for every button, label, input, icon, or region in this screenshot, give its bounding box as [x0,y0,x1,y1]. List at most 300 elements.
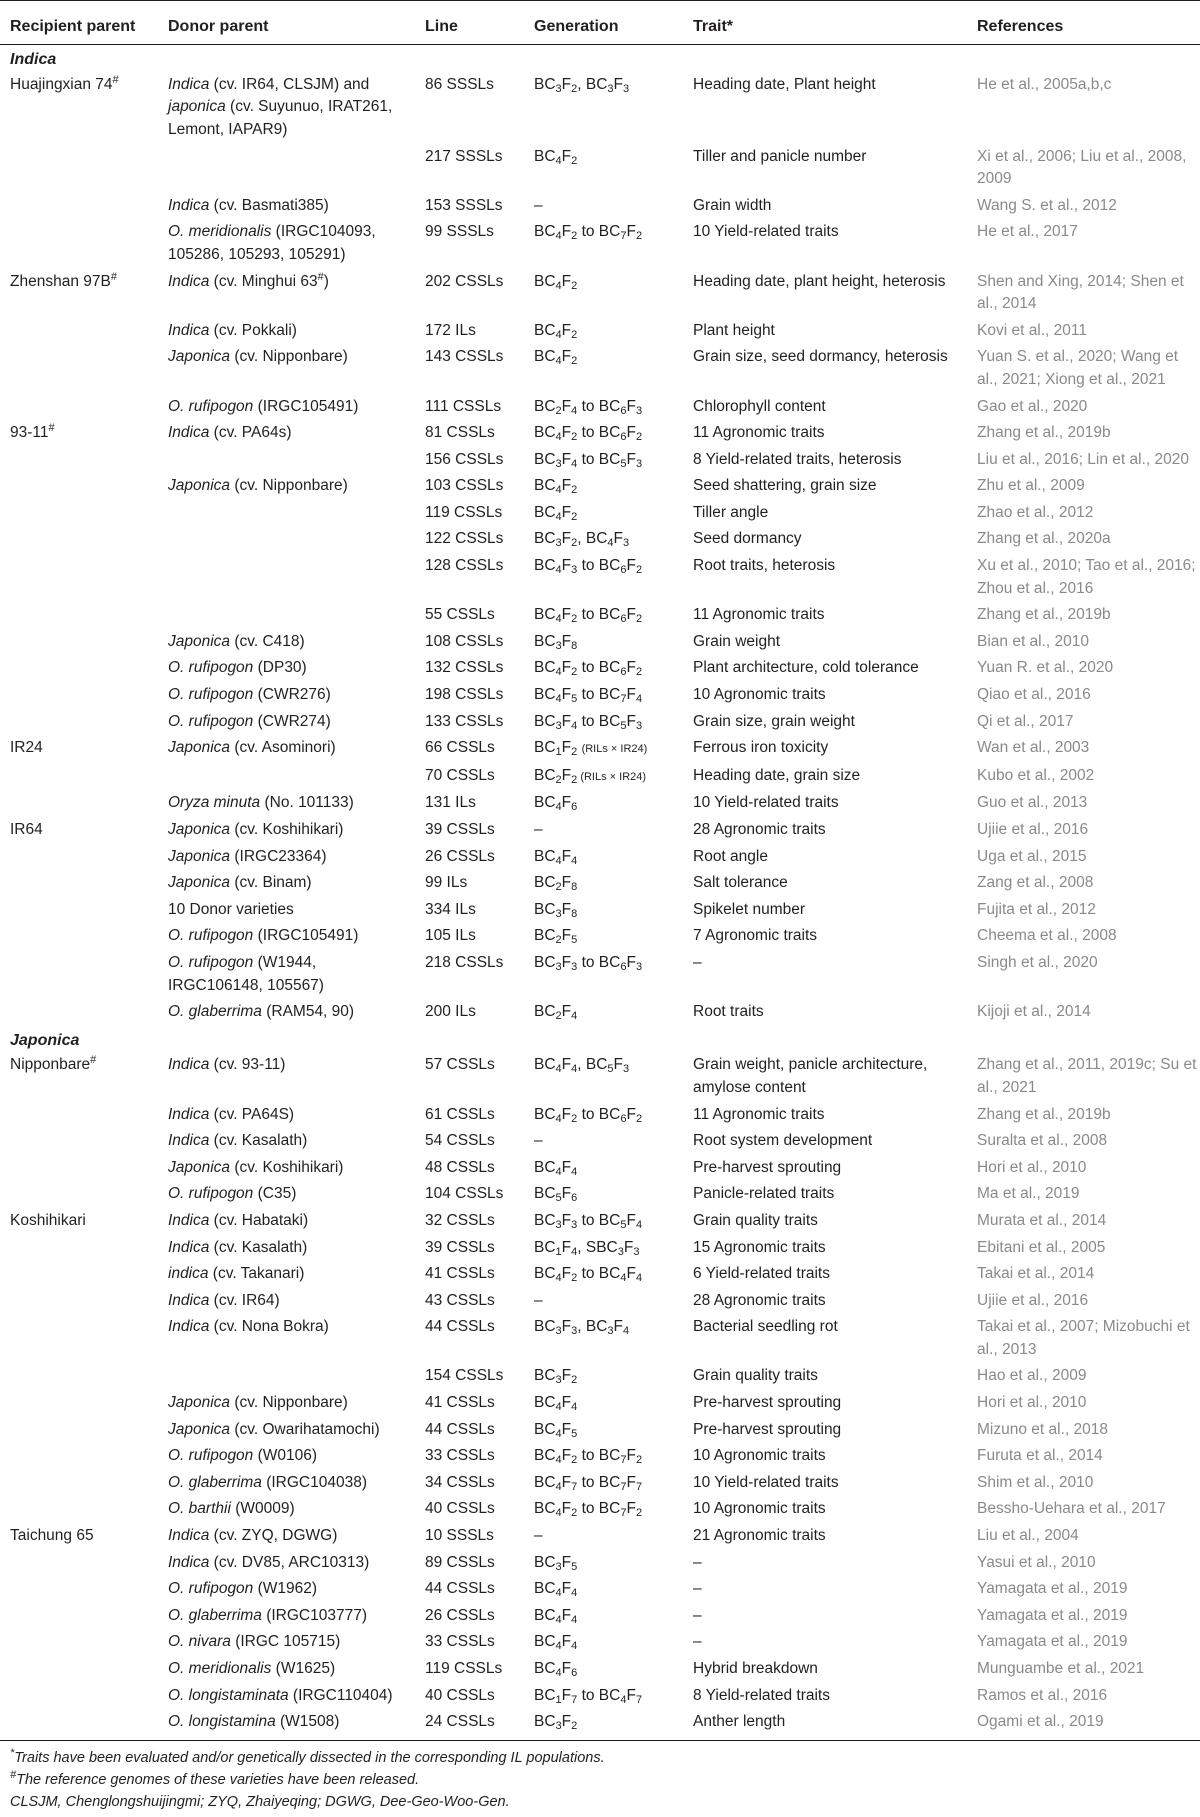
table-row [0,394,1200,421]
section-title: Japonica [10,1031,80,1049]
table-row [0,844,1200,871]
reference-cell: Ma et al., 2019 [977,1185,1080,1203]
generation-cell: $BC_4F_2$ [534,321,578,341]
trait-cell: 10 Yield-related traits [693,223,839,241]
table-row [0,735,1200,763]
table-row [0,950,1200,999]
recipient-parent-cell [0,144,158,193]
line-cell: 55 CSSLs [425,606,495,624]
table-row [0,1181,1200,1208]
donor-parent-cell [158,526,415,553]
reference-cell: Bian et al., 2010 [977,632,1090,650]
table-row [0,999,1200,1026]
table-row [0,1235,1200,1262]
line-cell: 131 ILs [425,794,476,812]
trait-cell: – [693,1553,702,1571]
donor-parent-cell: O. rufipogon (DP30) [168,659,307,677]
donor-parent-cell: Indica (cv. Basmati385) [168,196,329,214]
table-row [0,923,1200,950]
donor-parent-cell: O. longistamina (W1508) [158,1709,415,1740]
recipient-parent-cell [0,1656,158,1683]
line-cell: 40 CSSLs [425,1500,495,1518]
donor-parent-cell: Japonica (cv. Owarihatamochi) [168,1420,380,1438]
generation-cell: $BC_4F_4$ [534,1606,578,1626]
trait-cell: Pre-harvest sprouting [693,1420,842,1438]
recipient-parent-cell [0,1470,158,1497]
table-row [0,1683,1200,1710]
line-cell: 105 ILs [425,927,476,945]
table-row [0,763,1200,791]
donor-parent-cell [158,602,415,629]
section-title: Indica [10,51,57,69]
recipient-parent-cell [0,526,158,553]
donor-parent-cell: O. rufipogon (IRGC105491) [168,927,359,945]
table-row [0,1496,1200,1523]
generation-cell: $BC_5F_6$ [534,1185,578,1205]
table-row [0,553,1200,602]
table-row [0,1443,1200,1470]
trait-cell: Salt tolerance [693,874,788,892]
line-cell: 41 CSSLs [425,1394,495,1412]
trait-cell: 15 Agronomic traits [693,1238,826,1256]
trait-cell: – [693,1606,702,1624]
line-cell: 119 CSSLs [425,1660,503,1677]
recipient-parent-cell: Taichung 65 [10,1527,94,1545]
line-cell: 89 CSSLs [425,1553,495,1571]
generation-cell: $BC_2F_4$ [534,1003,578,1023]
line-cell: 143 CSSLs [425,348,504,366]
reference-cell: Cheema et al., 2008 [977,927,1117,945]
table-row [0,897,1200,924]
reference-cell: Zhang et al., 2020a [977,530,1111,548]
donor-parent-cell: Indica (cv. Kasalath) [168,1238,308,1256]
trait-cell: – [693,953,702,971]
line-cell: 10 SSSLs [425,1527,494,1545]
recipient-parent-cell: Koshihikari [10,1211,86,1229]
table-row [0,629,1200,656]
recipient-parent-cell [0,763,158,791]
generation-cell: $BC_4F_2$ to $BC_7F_2$ [534,1500,643,1520]
donor-parent-cell: Indica (cv. ZYQ, DGWG) [168,1527,338,1545]
table-row [0,709,1200,736]
trait-cell: Hybrid breakdown [693,1660,818,1677]
reference-cell: Murata et al., 2014 [977,1211,1107,1229]
generation-cell: $BC_3F_2$ [524,1709,683,1740]
recipient-parent-cell [0,553,158,602]
table-row [0,682,1200,709]
line-cell: 44 CSSLs [425,1580,495,1598]
generation-cell: $BC_3F_3$ to $BC_5F_4$ [534,1211,643,1231]
generation-cell: $BC_4F_2$ [534,477,578,497]
trait-cell: Plant height [693,321,775,339]
donor-parent-cell: O. rufipogon (W0106) [168,1447,318,1465]
generation-cell: $BC_4F_2$ to $BC_6F_2$ [534,1105,643,1125]
generation-cell: $BC_3F_2$ [534,1367,578,1387]
donor-parent-cell: O. meridionalis (W1625) [168,1660,336,1677]
recipient-parent-cell [0,897,158,924]
trait-cell: Grain weight, panicle architecture, amylose content [693,1056,928,1096]
reference-cell: Takai et al., 2014 [977,1265,1095,1283]
line-cell: 66 CSSLs [425,739,495,757]
reference-cell: Zhang et al., 2019b [977,1105,1111,1123]
header-generation: Generation [524,1,683,45]
recipient-parent-cell [0,1443,158,1470]
table-row [0,500,1200,527]
line-cell: 128 CSSLs [425,557,504,575]
reference-cell: Ebitani et al., 2005 [977,1238,1106,1256]
donor-parent-cell: O. meridionalis (IRGC104093, 105286, 105293, 105291) [168,223,376,263]
donor-parent-cell [158,500,415,527]
generation-cell: $BC_4F_2$ [534,272,578,292]
donor-parent-cell: Indica (cv. Pokkali) [168,321,297,339]
table-row [0,420,1200,447]
table-row [0,1576,1200,1603]
table-body [0,45,1200,1741]
table-row [0,318,1200,345]
donor-parent-cell: O. rufipogon (CWR276) [168,686,331,704]
generation-cell: – [534,196,543,214]
generation-cell: $BC_4F_2$ [534,147,578,167]
donor-parent-cell: Japonica (cv. Asominori) [168,739,336,757]
recipient-parent-cell [0,1235,158,1262]
reference-cell: Kijoji et al., 2014 [977,1003,1091,1021]
donor-parent-cell: O. glaberrima (IRGC104038) [168,1473,368,1491]
line-cell: 26 CSSLs [425,847,495,865]
line-cell: 334 ILs [425,900,476,918]
footnote-text: #The reference genomes of these varieties have been released. [10,1768,420,1788]
generation-cell: – [534,1527,543,1545]
donor-parent-cell: Indica (cv. PA64S) [168,1105,295,1123]
table-row [0,344,1200,393]
generation-cell: $BC_1F_4$, $SBC_3F_3$ [534,1238,640,1258]
line-cell: 86 SSSLs [425,75,494,93]
recipient-parent-cell: Nipponbare# [10,1054,97,1074]
header-row [0,1,1200,45]
trait-cell: 11 Agronomic traits [693,424,825,442]
table-row [0,1603,1200,1630]
trait-cell: – [693,1633,702,1651]
recipient-parent-cell [0,1128,158,1155]
table-row [0,1390,1200,1417]
table-row [0,1155,1200,1182]
donor-parent-cell: 10 Donor varieties [168,900,294,918]
donor-parent-cell: O. rufipogon (W1962) [168,1580,318,1598]
header-trait: Trait* [683,1,967,45]
trait-cell: 28 Agronomic traits [693,821,826,838]
line-cell: 153 SSSLs [425,196,503,214]
recipient-parent-cell [0,1181,158,1208]
generation-cell: $BC_1F_7$ to $BC_4F_7$ [534,1686,643,1706]
trait-cell: Pre-harvest sprouting [693,1158,842,1176]
line-cell: 104 CSSLs [425,1185,504,1203]
trait-cell: Grain quality traits [693,1211,818,1229]
table-row [0,1128,1200,1155]
reference-cell: Uga et al., 2015 [977,847,1087,865]
line-cell: 32 CSSLs [425,1211,495,1229]
donor-parent-cell: O. rufipogon (IRGC105491) [168,397,359,415]
reference-cell: Zhao et al., 2012 [977,503,1094,521]
line-cell: 202 CSSLs [425,272,504,290]
generation-cell: – [534,1132,543,1150]
footnote-traits [10,1747,1200,1769]
generation-cell: $BC_4F_6$ [534,1660,578,1679]
recipient-parent-cell [0,629,158,656]
generation-cell: $BC_3F_4$ to $BC_5F_3$ [534,450,643,470]
trait-cell: Seed dormancy [693,530,802,548]
donor-parent-cell: O. rufipogon (C35) [168,1185,297,1203]
donor-parent-cell: O. rufipogon (W1944, IRGC106148, 105567) [168,953,324,994]
footnote-text: CLSJM, Chenglongshuijingmi; ZYQ, Zhaiyeqing; DGWG, Dee-Geo-Woo-Gen. [10,1793,510,1810]
line-cell: 133 CSSLs [425,712,504,730]
trait-cell: 21 Agronomic traits [693,1527,826,1545]
reference-cell: Xi et al., 2006; Liu et al., 2008, 2009 [977,147,1187,188]
reference-cell: Hori et al., 2010 [977,1394,1087,1412]
trait-cell: Anther length [683,1709,967,1740]
recipient-parent-cell [0,193,158,220]
line-cell: 132 CSSLs [425,659,504,677]
line-cell: 70 CSSLs [425,766,495,784]
reference-cell: Zhang et al., 2019b [977,424,1111,442]
trait-cell: 28 Agronomic traits [693,1291,826,1309]
reference-cell: Qi et al., 2017 [977,712,1074,730]
trait-cell: 10 Yield-related traits [693,1473,839,1491]
generation-cell: $BC_4F_2$ [534,348,578,368]
reference-cell: Yamagata et al., 2019 [977,1606,1128,1624]
recipient-parent-cell [0,1363,158,1390]
recipient-parent-cell [0,1261,158,1288]
donor-parent-cell: Japonica (cv. Binam) [168,874,312,892]
generation-cell: $BC_2F_4$ to $BC_6F_3$ [534,397,643,417]
trait-cell: Grain width [693,196,772,214]
donor-parent-cell: Indica (cv. 93-11) [168,1056,286,1074]
generation-cell: $BC_4F_2$ to $BC_7F_2$ [534,1447,643,1467]
generation-cell: $BC_4F_4$, $BC_5F_3$ [534,1056,630,1076]
line-cell: 200 ILs [425,1003,476,1021]
recipient-parent-cell [0,1683,158,1710]
reference-cell: Hao et al., 2009 [977,1367,1087,1385]
donor-parent-cell: O. nivara (IRGC 105715) [168,1633,341,1651]
donor-parent-cell: Japonica (cv. Nipponbare) [168,1394,348,1412]
recipient-parent-cell [0,1496,158,1523]
trait-cell: 7 Agronomic traits [693,927,818,945]
recipient-parent-cell [0,1102,158,1129]
table-row [0,1314,1200,1363]
reference-cell: Yasui et al., 2010 [977,1553,1096,1571]
donor-parent-cell: Japonica (cv. Nipponbare) [168,348,348,366]
recipient-parent-cell [0,394,158,421]
generation-cell: $BC_4F_5$ [534,1420,578,1440]
reference-cell: Liu et al., 2004 [977,1527,1079,1545]
table-row [0,72,1200,144]
recipient-parent-cell [0,344,158,393]
reference-cell: Takai et al., 2007; Mizobuchi et al., 2013 [977,1318,1190,1358]
donor-parent-cell: Japonica (cv. Koshihikari) [168,821,344,838]
donor-parent-cell: O. barthii (W0009) [168,1500,295,1518]
table-row [0,1052,1200,1101]
recipient-parent-cell: IR24 [10,739,43,757]
generation-cell: $BC_4F_2$ to $BC_4F_4$ [534,1265,643,1285]
generation-cell: $BC_3F_3$ to $BC_6F_3$ [534,953,643,973]
recipient-parent-cell [0,709,158,736]
table-row [0,1656,1200,1683]
donor-parent-cell: Indica (cv. PA64s) [168,424,292,442]
donor-parent-cell: Indica (cv. Nona Bokra) [168,1318,329,1336]
recipient-parent-cell [0,1709,158,1740]
trait-cell: 11 Agronomic traits [693,606,825,624]
recipient-parent-cell [0,1603,158,1630]
line-cell: 33 CSSLs [425,1447,495,1465]
recipient-parent-cell [0,1288,158,1315]
reference-cell: Yuan S. et al., 2020; Wang et al., 2021; Xiong et al., 2021 [977,348,1179,388]
reference-cell: Gao et al., 2020 [977,397,1088,415]
table-header [0,1,1200,45]
trait-cell: Tiller and panicle number [693,147,867,165]
trait-cell: Grain size, grain weight [693,712,855,730]
reference-cell: Singh et al., 2020 [977,953,1098,971]
line-cell: 81 CSSLs [425,424,495,442]
recipient-parent-cell [0,1314,158,1363]
line-cell: 44 CSSLs [425,1318,495,1336]
trait-cell: Chlorophyll content [693,397,826,415]
table-row [0,1470,1200,1497]
reference-cell: Mizuno et al., 2018 [977,1420,1108,1438]
recipient-parent-cell [0,447,158,474]
trait-cell: 8 Yield-related traits, heterosis [693,450,902,468]
trait-cell: Spikelet number [693,900,806,918]
generation-cell: $BC_3F_4$ to $BC_5F_3$ [534,712,643,732]
donor-parent-cell: indica (cv. Takanari) [168,1265,305,1283]
generation-cell: $BC_2F_8$ [534,874,578,894]
reference-cell: Suralta et al., 2008 [977,1132,1108,1150]
table-row [0,1523,1200,1550]
donor-parent-cell: Indica (cv. Kasalath) [168,1132,308,1150]
line-cell: 39 CSSLs [425,821,495,838]
trait-cell: 10 Agronomic traits [693,1447,826,1465]
generation-cell: $BC_4F_7$ to $BC_7F_7$ [534,1473,643,1493]
header-references: References [967,1,1200,45]
header-recipient-parent: Recipient parent [0,1,158,45]
trait-cell: 10 Yield-related traits [693,794,839,812]
recipient-parent-cell [0,1390,158,1417]
reference-cell: Yuan R. et al., 2020 [977,659,1114,677]
generation-cell: $BC_3F_2$, $BC_4F_3$ [534,530,630,550]
reference-cell: Shim et al., 2010 [977,1473,1094,1491]
donor-parent-cell: Indica (cv. Habataki) [168,1211,309,1229]
line-cell: 33 CSSLs [425,1633,495,1651]
trait-cell: Root angle [693,847,768,865]
reference-cell: Furuta et al., 2014 [977,1447,1103,1465]
recipient-parent-cell: 93-11# [10,422,55,442]
generation-cell: $BC_3F_3$, $BC_3F_4$ [534,1318,630,1338]
reference-cell: Ramos et al., 2016 [977,1686,1108,1704]
line-cell: 217 SSSLs [425,147,503,165]
donor-parent-cell: Japonica (cv. Nipponbare) [168,477,348,495]
generation-cell: $BC_4F_4$ [534,1158,578,1178]
reference-cell: Fujita et al., 2012 [977,900,1096,918]
trait-cell: 10 Agronomic traits [693,1500,826,1518]
donor-parent-cell: Japonica (IRGC23364) [168,847,327,865]
donor-parent-cell [158,447,415,474]
trait-cell: Root traits, heterosis [693,557,836,575]
line-cell: 108 CSSLs [425,632,504,650]
donor-parent-cell: Japonica (cv. Koshihikari) [168,1158,344,1176]
generation-cell: $BC_4F_5$ to $BC_7F_4$ [534,686,643,706]
line-cell: 34 CSSLs [425,1473,495,1491]
donor-parent-cell: Indica (cv. Minghui 63#) [168,270,329,290]
reference-cell: Xu et al., 2010; Tao et al., 2016; Zhou et al., 2016 [977,557,1196,597]
generation-cell: $BC_1F_2$ (RILs × IR24) [534,739,648,759]
generation-cell: $BC_4F_4$ [534,847,578,867]
trait-cell: Heading date, Plant height [693,75,876,93]
line-cell: 43 CSSLs [425,1291,495,1309]
line-cell: 61 CSSLs [425,1105,495,1123]
trait-cell: Seed shattering, grain size [693,477,877,495]
table-row [0,655,1200,682]
recipient-parent-cell: Huajingxian 74# [10,73,119,93]
recipient-parent-cell [0,923,158,950]
generation-cell: $BC_3F_8$ [534,632,578,652]
reference-cell: Kubo et al., 2002 [977,766,1095,784]
trait-cell: Tiller angle [693,503,769,521]
recipient-parent-cell [0,1417,158,1444]
generation-cell: $BC_4F_2$ to $BC_6F_2$ [534,606,643,626]
table-row [0,219,1200,268]
reference-cell: Shen and Xing, 2014; Shen et al., 2014 [977,272,1184,313]
trait-cell: Pre-harvest sprouting [693,1394,842,1412]
donor-parent-cell: O. glaberrima (RAM54, 90) [168,1003,355,1021]
line-cell: 99 ILs [425,874,468,892]
donor-parent-cell: O. longistaminata (IRGC110404) [168,1686,393,1704]
recipient-parent-cell [0,500,158,527]
table-row [0,602,1200,629]
table-row [0,790,1200,817]
table-row [0,1629,1200,1656]
line-cell: 111 CSSLs [425,397,502,415]
trait-cell: Heading date, plant height, heterosis [693,272,946,290]
donor-parent-cell: O. glaberrima (IRGC103777) [168,1606,368,1624]
donor-parent-cell: Indica (cv. IR64, CLSJM) and japonica (cv. Suyunuo, IRAT261, Lemont, IAPAR9) [168,75,393,138]
trait-cell: Root traits [693,1003,764,1021]
recipient-parent-cell [0,655,158,682]
donor-parent-cell [158,1363,415,1390]
donor-parent-cell: Oryza minuta (No. 101133) [168,794,354,812]
recipient-parent-cell [0,1155,158,1182]
recipient-parent-cell: IR64 [10,821,43,838]
donor-parent-cell [158,144,415,193]
reference-cell: Yamagata et al., 2019 [977,1633,1128,1651]
table-row [0,269,1200,318]
table-row [0,1709,1200,1740]
generation-cell: $BC_3F_5$ [534,1553,578,1573]
header-donor-parent: Donor parent [158,1,415,45]
table-row [0,1363,1200,1390]
line-cell: 103 CSSLs [425,477,504,495]
reference-cell: Zhang et al., 2019b [977,606,1111,624]
donor-parent-cell [158,553,415,602]
table-row [0,447,1200,474]
reference-cell: Zhang et al., 2011, 2019c; Su et al., 2021 [977,1056,1197,1096]
line-cell: 172 ILs [425,321,476,339]
generation-cell: $BC_4F_2$ to $BC_7F_2$ [534,223,643,243]
footnote-text: *Traits have been evaluated and/or genetically dissected in the corresponding IL populations. [10,1746,605,1766]
line-cell: 122 CSSLs [425,530,504,548]
trait-cell: 10 Agronomic traits [693,686,826,704]
line-cell: 99 SSSLs [425,223,494,241]
trait-cell: 8 Yield-related traits [693,1686,830,1704]
table-row [0,144,1200,193]
generation-cell: $BC_4F_4$ [534,1394,578,1414]
trait-cell: 11 Agronomic traits [693,1105,825,1123]
